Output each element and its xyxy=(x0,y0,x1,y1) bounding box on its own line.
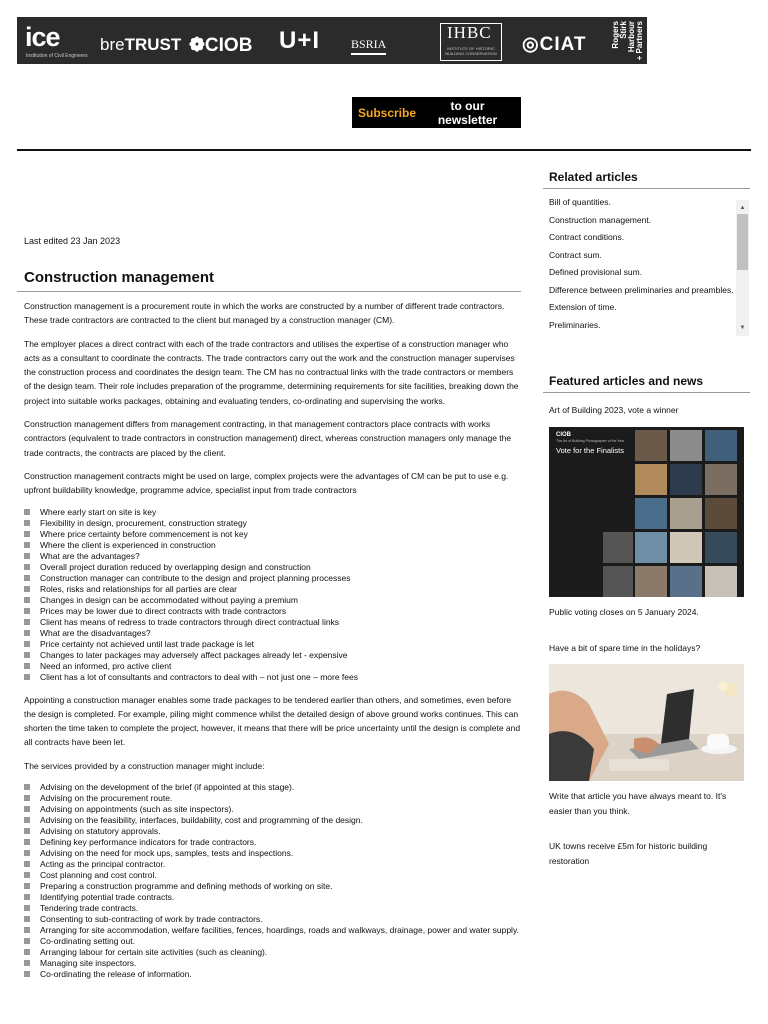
finalist-photo-thumb xyxy=(670,566,702,597)
laptop-writing-image[interactable] xyxy=(549,664,744,781)
bsria-logo[interactable]: BSRIA xyxy=(351,37,386,55)
finalist-photo-thumb xyxy=(635,498,667,529)
related-divider xyxy=(543,188,750,189)
related-article-link[interactable]: Contract sum. xyxy=(549,249,602,260)
list-item: Advising on statutory approvals. xyxy=(24,826,521,837)
subscribe-rest-text: to our newsletter xyxy=(437,98,498,127)
related-article-link[interactable]: Bill of quantities. xyxy=(549,197,611,207)
list-item: Changes in design can be accommodated without paying a premium xyxy=(24,595,521,606)
finalist-photo-thumb xyxy=(705,430,737,461)
scroll-thumb[interactable] xyxy=(737,214,748,270)
list-item: Construction manager can contribute to the design and project planning processes xyxy=(24,573,521,584)
list-item: Arranging labour for certain site activities (such as cleaning). xyxy=(24,947,521,958)
featured-article-link[interactable]: Have a bit of spare time in the holidays? xyxy=(549,643,701,653)
image-small-text: The Art of Building Photographer of the Year xyxy=(556,439,625,443)
finalist-photo-thumb xyxy=(705,532,737,563)
list-item: Advising on the feasibility, interfaces, buildability, cost and programming of the design. xyxy=(24,815,521,826)
article-paragraph: Construction management is a procurement route in which the works are constructed by a number of different trade contractors. These trade contractors are contracted to the client but managed by a construction manager (CM). xyxy=(24,301,505,326)
featured-heading: Featured articles and news xyxy=(549,374,704,388)
rogers-logo-line: Rogers xyxy=(611,21,620,49)
list-item: Managing site inspectors. xyxy=(24,958,521,969)
list-item: Identifying potential trade contracts. xyxy=(24,892,521,903)
related-article-link[interactable]: Defined provisional sum. xyxy=(549,267,643,277)
bre-trust-logo[interactable] xyxy=(100,35,181,55)
list-item: Where the client is experienced in construction xyxy=(24,540,521,551)
ciob-logo[interactable]: ❁CIOB xyxy=(189,35,253,56)
rogers-logo-line: + Partners xyxy=(635,21,644,61)
list-item: Changes to later packages may adversely affect packages already let - expensive xyxy=(24,650,521,661)
list-item: Price certainty not achieved until last trade package is let xyxy=(24,639,521,650)
subscribe-accent-text: Subscribe xyxy=(358,105,417,120)
list-item: Flexibility in design, procurement, construction strategy xyxy=(24,518,521,529)
subscribe-newsletter-button[interactable] xyxy=(352,97,521,128)
list-item: Advising on the need for mock ups, samples, tests and inspections. xyxy=(24,848,521,859)
related-articles-heading: Related articles xyxy=(549,170,638,184)
image-brand-text: CIOB xyxy=(556,432,571,438)
article-paragraph: The employer places a direct contract with each of the trade contractors and utilises the expertise of a construction manager who acts as a consultant to coordinate the contracts. The trade contractors carry out the work and the construction manager supervises the construction process and coordinates the design team. The CM has no contractual links with the trade contractors or members of the design team. Their role includes preparation of the programme, determining requirements for site facilities, breaking down the project into suitable works packages, obtaining and evaluating tenders, co-ordinating and supervising the works. xyxy=(24,338,519,406)
trust-logo-part: TRUST xyxy=(124,35,182,54)
advantages-list xyxy=(24,507,521,683)
list-item: Where early start on site is key xyxy=(24,507,521,518)
page-title: Construction management xyxy=(24,269,215,286)
ciat-logo-text: CIAT xyxy=(539,34,587,55)
featured-divider xyxy=(543,392,750,393)
list-item: Where price certainty before commencement is not key xyxy=(24,529,521,540)
finalist-photo-thumb xyxy=(603,532,633,563)
art-of-building-image[interactable] xyxy=(549,427,744,597)
image-vote-text: Vote for the Finalists xyxy=(556,446,624,455)
list-item: Advising on the procurement route. xyxy=(24,793,521,804)
list-item: Overall project duration reduced by overlapping design and construction xyxy=(24,562,521,573)
list-item: Arranging for site accommodation, welfare facilities, fences, hoardings, roads and walkways, drainage, power and water supply. xyxy=(24,925,521,936)
finalist-photo-thumb xyxy=(635,430,667,461)
title-divider xyxy=(17,291,521,292)
featured-caption: Write that article you have always meant to. It's easier than you think. xyxy=(549,791,727,816)
finalist-photo-thumb xyxy=(670,532,702,563)
list-item: Preparing a construction programme and defining methods of working on site. xyxy=(24,881,521,892)
list-item: Co-ordinating the release of information. xyxy=(24,969,521,980)
finalist-photo-thumb xyxy=(670,498,702,529)
finalist-photo-thumb xyxy=(705,498,737,529)
article-body xyxy=(24,299,521,990)
list-item: What are the disadvantages? xyxy=(24,628,521,639)
finalist-photo-thumb xyxy=(635,532,667,563)
list-item: Advising on appointments (such as site inspectors). xyxy=(24,804,521,815)
related-article-link[interactable]: Difference between preliminaries and preambles. xyxy=(549,284,734,295)
header-divider xyxy=(17,149,751,151)
rogers-logo-line: Harbour xyxy=(627,21,636,53)
featured-caption: Public voting closes on 5 January 2024. xyxy=(549,607,699,617)
list-item: Client has a lot of consultants and contractors to deal with – not just one – more fees xyxy=(24,672,521,683)
featured-article-link[interactable]: UK towns receive £5m for historic building restoration xyxy=(549,841,708,866)
ihbc-logo-subtitle: INSTITUTE OF HISTORIC BUILDING CONSERVATION xyxy=(445,46,497,56)
list-item: Defining key performance indicators for trade contractors. xyxy=(24,837,521,848)
finalist-photo-thumb xyxy=(670,464,702,495)
services-list xyxy=(24,782,521,980)
partner-logo-bar xyxy=(17,17,647,64)
finalist-photo-thumb xyxy=(705,566,737,597)
scroll-down-arrow-icon[interactable]: ▼ xyxy=(739,325,746,331)
list-item: Prices may be lower due to direct contracts with trade contractors xyxy=(24,606,521,617)
list-item: Roles, risks and relationships for all parties are clear xyxy=(24,584,521,595)
ice-logo-subtitle: Institution of Civil Engineers xyxy=(26,53,88,59)
finalist-photo-thumb xyxy=(603,566,633,597)
article-paragraph: Construction management contracts might be used on large, complex projects were the advantages of CM can be put to use e.g. upfront buildability knowledge, programme advice, specialist input from trade contractors xyxy=(24,470,509,496)
list-item: Acting as the principal contractor. xyxy=(24,859,521,870)
ciat-logo[interactable]: ◎CIAT xyxy=(522,34,587,55)
bre-logo-part: bre xyxy=(100,35,125,54)
featured-article-link[interactable]: Art of Building 2023, vote a winner xyxy=(549,405,679,415)
list-item: What are the advantages? xyxy=(24,551,521,562)
finalist-photo-thumb xyxy=(635,566,667,597)
related-articles-list[interactable] xyxy=(543,197,736,337)
last-edited-date: Last edited 23 Jan 2023 xyxy=(24,236,121,246)
rogers-stirk-harbour-logo[interactable] xyxy=(611,21,645,61)
list-item: Cost planning and cost control. xyxy=(24,870,521,881)
related-article-link[interactable]: Contract conditions. xyxy=(549,232,625,242)
list-item: Client has means of redress to trade contractors through direct contractual links xyxy=(24,617,521,628)
related-scrollbar[interactable] xyxy=(736,200,749,336)
list-item: Need an informed, pro active client xyxy=(24,661,521,672)
list-item: Consenting to sub-contracting of work by trade contractors. xyxy=(24,914,521,925)
related-article-link[interactable]: Construction management. xyxy=(549,214,652,225)
scroll-up-arrow-icon[interactable]: ▲ xyxy=(739,205,746,211)
u-and-i-logo[interactable]: U+I xyxy=(279,27,321,54)
related-article-link[interactable]: Extension of time. xyxy=(549,302,617,312)
laptop-photo-illustration xyxy=(549,664,744,781)
finalist-photo-thumb xyxy=(705,464,737,495)
ihbc-logo[interactable]: IHBC xyxy=(447,23,492,42)
article-paragraph: Construction management differs from management contracting, in that management contractors place contracts with works contractors (equivalent to trade contractors in construction management) direct, whereas construction managers only manage the trade contracts, the contracts are placed by the client. xyxy=(24,419,512,458)
article-paragraph: The services provided by a construction manager might include: xyxy=(24,760,265,771)
ciob-logo-text: CIOB xyxy=(204,35,253,56)
rogers-logo-line: Stirk xyxy=(619,21,628,39)
finalist-photo-thumb xyxy=(635,464,667,495)
list-item: Tendering trade contracts. xyxy=(24,903,521,914)
list-item: Co-ordinating setting out. xyxy=(24,936,521,947)
article-paragraph: Appointing a construction manager enables some trade packages to be tendered earlier than others, and sometimes, even before the design is completed. For example, piling might commence whilst the detailed design of above ground works continues. This can shorten the time taken to complete the project, however, it means that there will be price uncertainty until the design is complete and all contracts have been let. xyxy=(24,694,521,748)
finalist-photo-thumb xyxy=(670,430,702,461)
related-article-link[interactable]: Preliminaries. xyxy=(549,319,601,330)
ice-logo[interactable]: ice xyxy=(25,22,60,52)
list-item: Advising on the development of the brief (if appointed at this stage). xyxy=(24,782,521,793)
